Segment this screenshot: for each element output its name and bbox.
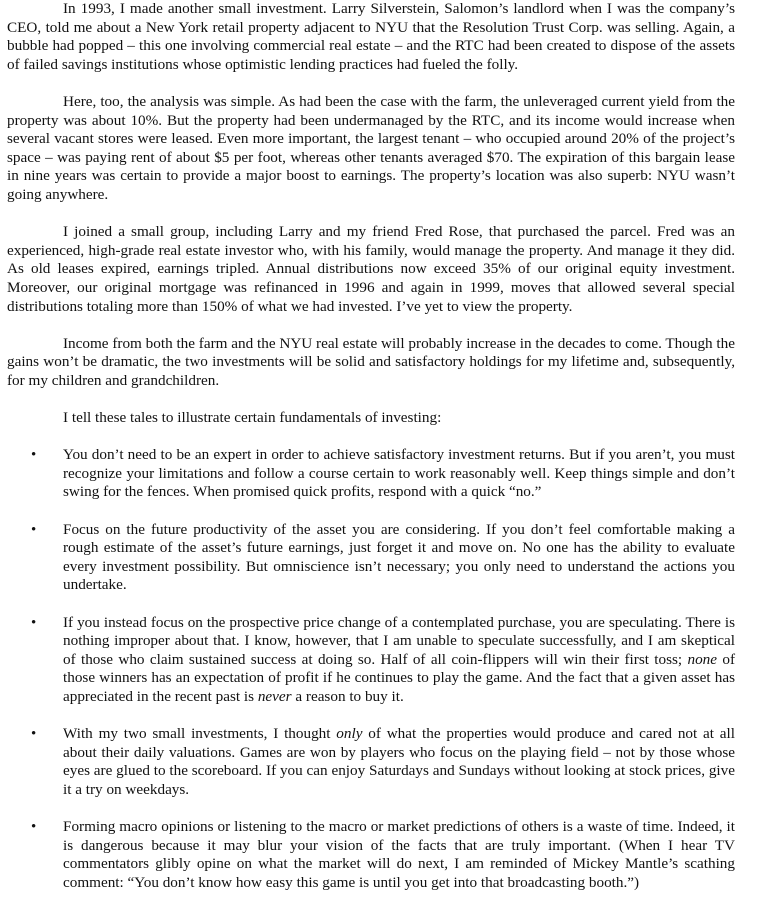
bullet-text: You don’t need to be an expert in order to achieve satisfactory investment returns. But if you aren’t, you must recognize your limitations and follow a course certain to work reasonably well. Keep things simple and don’t swing for the fences. When promised quick profits, respond with a quick “no.” <box>63 446 735 501</box>
paragraph-income-outlook: Income from both the farm and the NYU real estate will probably increase in the decades to come. Though the gains won’t be dramatic, the two investments will be solid and satisfactory holdings for my lifetime and, subsequently, for my children and grandchildren. <box>7 334 735 389</box>
bullet-icon: • <box>31 614 37 631</box>
emphasis-text: never <box>257 687 292 705</box>
text-segment: If you instead focus on the prospective price change of a contemplated purchase, you are speculating. There is nothing improper about that. I know, however, that I am unable to speculate successfully, and I am skeptical of those who claim sustained success at doing so. Half of all coin-flippers will win their first toss; <box>63 613 735 668</box>
document-page <box>7 0 735 911</box>
bullet-text <box>63 725 735 798</box>
paragraph-analysis: Here, too, the analysis was simple. As had been the case with the farm, the unleveraged current yield from the property was about 10%. But the property had been undermanaged by the RTC, and its income would increase when several vacant stores were leased. Even more important, the largest tenant – who occupied around 20% of the project’s space – was paying rent of about $5 per foot, whereas other tenants averaged $70. The expiration of this bargain lease in nine years was certain to provide a major boost to earnings. The property’s location was also superb: NYU wasn’t going anywhere. <box>7 92 735 203</box>
bullet-icon: • <box>31 521 37 538</box>
list-item <box>7 818 735 892</box>
bullet-icon: • <box>31 819 37 836</box>
text-segment: a reason to buy it. <box>291 687 404 705</box>
emphasis-text: only <box>336 725 363 743</box>
bullet-text: Focus on the future productivity of the asset you are considering. If you don’t feel comfortable making a rough estimate of the asset’s future earnings, just forget it and move on. No one has the ability to evaluate every investment possibility. But omniscience isn’t necessary; you only need to understand the actions you undertake. <box>63 520 735 594</box>
bullet-icon: • <box>31 447 37 464</box>
paragraph-group-purchase: I joined a small group, including Larry and my friend Fred Rose, that purchased the parcel. Fred was an experienced, high-grade real estate investor who, with his family, would manage the property. And manage it they did. As old leases expired, earnings tripled. Annual distributions now exceed 35% of our original equity investment. Moreover, our original mortgage was refinanced in 1996 and again in 1999, moves that allowed several special distributions totaling more than 150% of what we had invested. I’ve yet to view the property. <box>7 223 735 315</box>
text-segment: With my two small investments, I thought <box>63 725 337 743</box>
list-item <box>7 614 735 707</box>
emphasis-text: none <box>687 650 718 668</box>
bullet-text <box>63 614 735 705</box>
list-item <box>7 725 735 799</box>
fundamentals-intro: I tell these tales to illustrate certain fundamentals of investing: <box>63 409 442 427</box>
text-segment: of those winners has an expectation of profit if he continues to play the game. And the fact that a given asset has appreciated in the recent past is <box>63 650 735 705</box>
bullet-text: Forming macro opinions or listening to the macro or market predictions of others is a waste of time. Indeed, it is dangerous because it may blur your vision of the facts that are truly important. (When I hear TV commentators glibly opine on what the market will do next, I am reminded of Mickey Mantle’s scathing comment: “You don’t know how easy this game is until you get into that broadcasting booth.”) <box>63 818 735 891</box>
text-segment: of what the properties would produce and cared not at all about their daily valuations. Games are won by players who focus on the playing field – not by those whose eyes are glued to the scoreboard. If you can enjoy Saturdays and Sundays without looking at stock prices, give it a try on weekdays. <box>63 725 735 798</box>
bullet-icon: • <box>31 726 37 743</box>
list-item <box>7 521 735 595</box>
list-item <box>7 446 735 502</box>
paragraph-nyu-investment: In 1993, I made another small investment. Larry Silverstein, Salomon’s landlord when I was the company’s CEO, told me about a New York retail property adjacent to NYU that the Resolution Trust Corp. was selling. Again, a bubble had popped – this one involving commercial real estate – and the RTC had been created to dispose of the assets of failed savings institutions whose optimistic lending practices had fueled the folly. <box>7 0 735 73</box>
fundamentals-list <box>7 446 735 892</box>
